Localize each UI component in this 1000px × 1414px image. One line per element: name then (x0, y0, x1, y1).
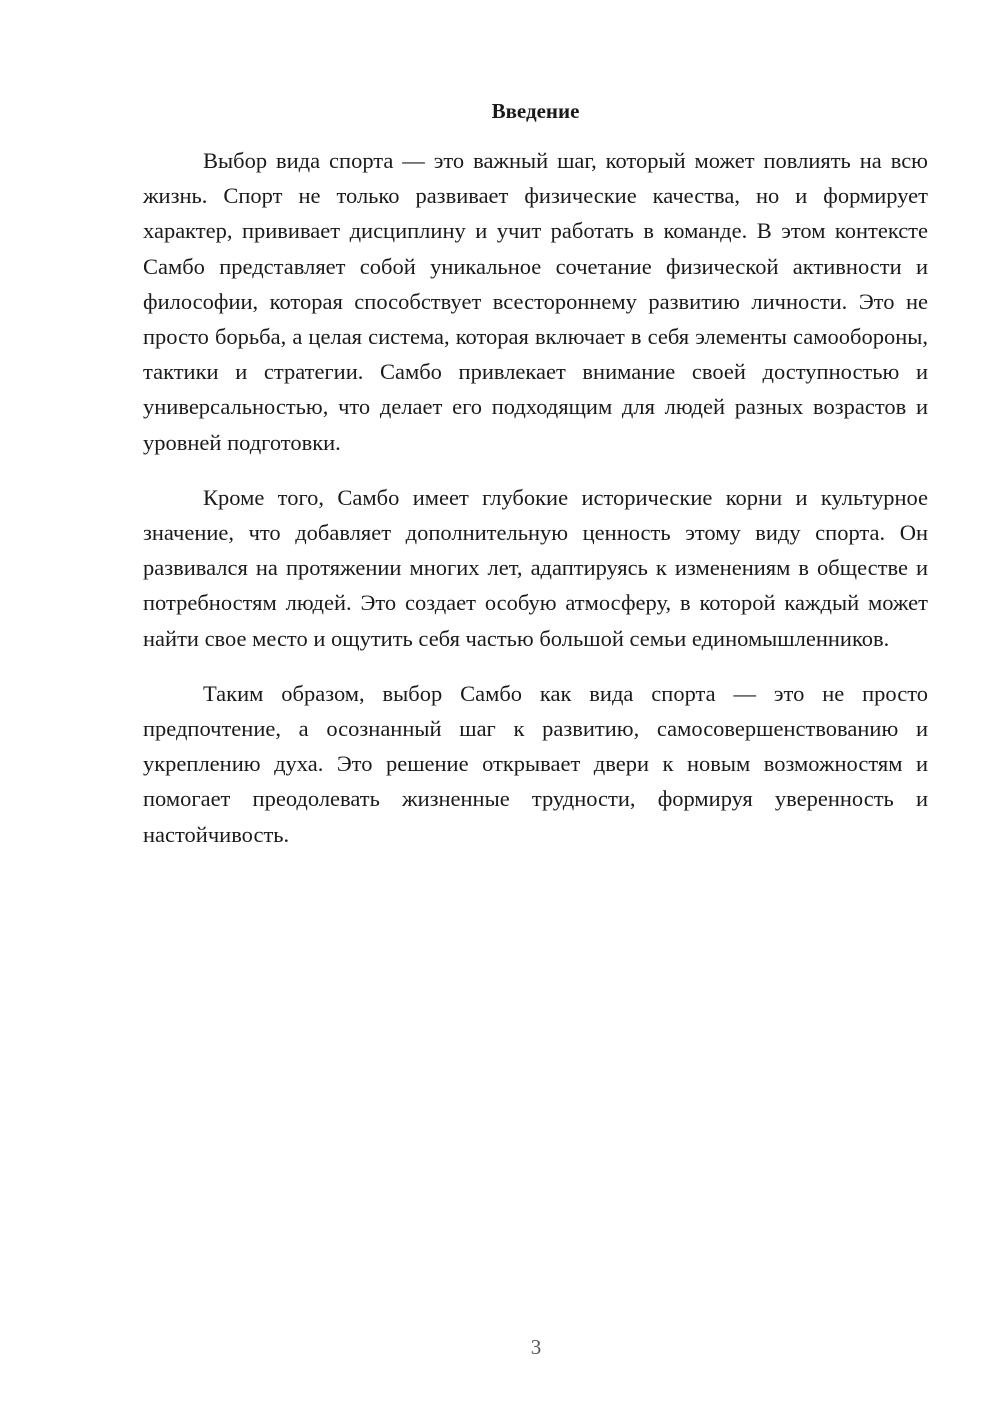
page-content (143, 96, 928, 872)
paragraph-1: Выбор вида спорта — это важный шаг, который может повлиять на всю жизнь. Спорт не только развивает физические качества, но и формирует характер, прививает дисциплину и учит работать в команде. В этом контексте Самбо представляет собой уникальное сочетание физической активности и философии, которая способствует всестороннему развитию личности. Это не просто борьба, а целая система, которая включает в себя элементы самообороны, тактики и стратегии. Самбо привлекает внимание своей доступностью и универсальностью, что делает его подходящим для людей разных возрастов и уровней подготовки. (143, 148, 928, 455)
paragraph-3: Таким образом, выбор Самбо как вида спорта — это не просто предпочтение, а осознанный шаг к развитию, самосовершенствованию и укреплению духа. Это решение открывает двери к новым возможностям и помогает преодолевать жизненные трудности, формируя уверенность и настойчивость. (143, 680, 928, 847)
paragraph-2: Кроме того, Самбо имеет глубокие исторические корни и культурное значение, что добавляет дополнительную ценность этому виду спорта. Он развивался на протяжении многих лет, адаптируясь к изменениям в обществе и потребностям людей. Это создает особую атмосферу, в которой каждый может найти свое место и ощутить себя частью большой семьи единомышленников. (143, 484, 928, 651)
section-title: Введение (491, 99, 580, 123)
page-number: 3 (530, 1335, 542, 1359)
